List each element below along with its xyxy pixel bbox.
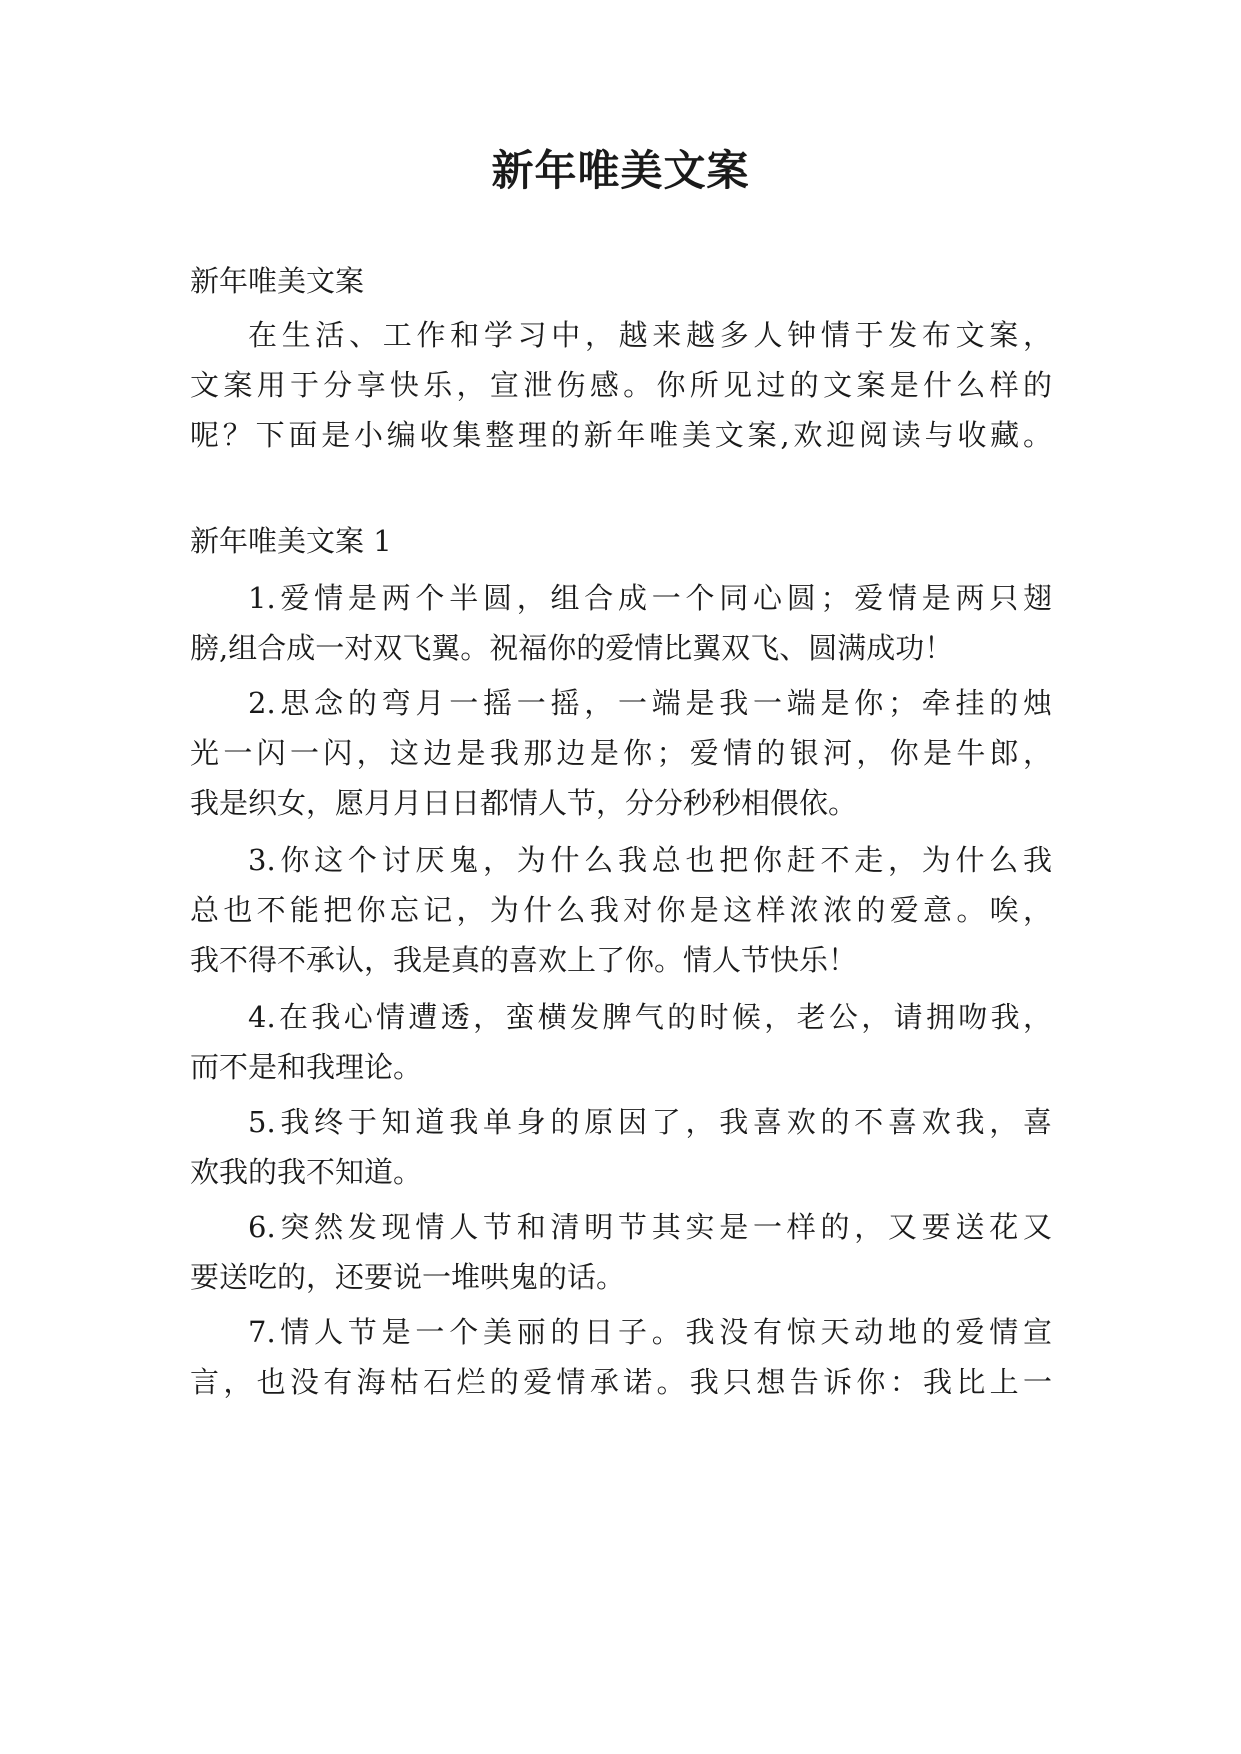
item-line: 我不得不承认，我是真的喜欢上了你。情人节快乐！: [190, 943, 858, 977]
item-line: 欢我的我不知道。: [190, 1155, 423, 1189]
item-line: 总也不能把你忘记，为什么我对你是这样浓浓的爱意。唉，: [190, 893, 1052, 927]
item-line: 6.突然发现情人节和清明节其实是一样的，又要送花又: [248, 1210, 1052, 1244]
doc-subtitle: 新年唯美文案: [190, 264, 365, 298]
intro-line: 呢？下面是小编收集整理的新年唯美文案,欢迎阅读与收藏。: [190, 418, 1052, 452]
section-heading: 新年唯美文案 1: [190, 524, 392, 558]
page-title: 新年唯美文案: [491, 146, 750, 195]
intro-line: 在生活、工作和学习中，越来越多人钟情于发布文案，: [248, 318, 1052, 352]
item-line: 要送吃的，还要说一堆哄鬼的话。: [190, 1260, 626, 1294]
item-line: 1.爱情是两个半圆，组合成一个同心圆；爱情是两只翅: [248, 581, 1052, 615]
item-line: 言，也没有海枯石烂的爱情承诺。我只想告诉你：我比上一: [190, 1365, 1052, 1399]
item-line: 而不是和我理论。: [190, 1050, 423, 1084]
item-line: 膀,组合成一对双飞翼。祝福你的爱情比翼双飞、圆满成功！: [190, 631, 954, 665]
item-line: 7.情人节是一个美丽的日子。我没有惊天动地的爱情宣: [248, 1315, 1052, 1349]
item-line: 光一闪一闪，这边是我那边是你；爱情的银河，你是牛郎，: [190, 736, 1052, 770]
item-line: 我是织女，愿月月日日都情人节，分分秒秒相偎依。: [190, 786, 858, 820]
item-line: 3.你这个讨厌鬼，为什么我总也把你赶不走，为什么我: [248, 843, 1052, 877]
intro-line: 文案用于分享快乐，宣泄伤感。你所见过的文案是什么样的: [190, 368, 1052, 402]
item-line: 2.思念的弯月一摇一摇，一端是我一端是你；牵挂的烛: [248, 686, 1052, 720]
item-line: 5.我终于知道我单身的原因了，我喜欢的不喜欢我，喜: [248, 1105, 1052, 1139]
item-line: 4.在我心情遭透，蛮横发脾气的时候，老公，请拥吻我，: [248, 1000, 1052, 1034]
